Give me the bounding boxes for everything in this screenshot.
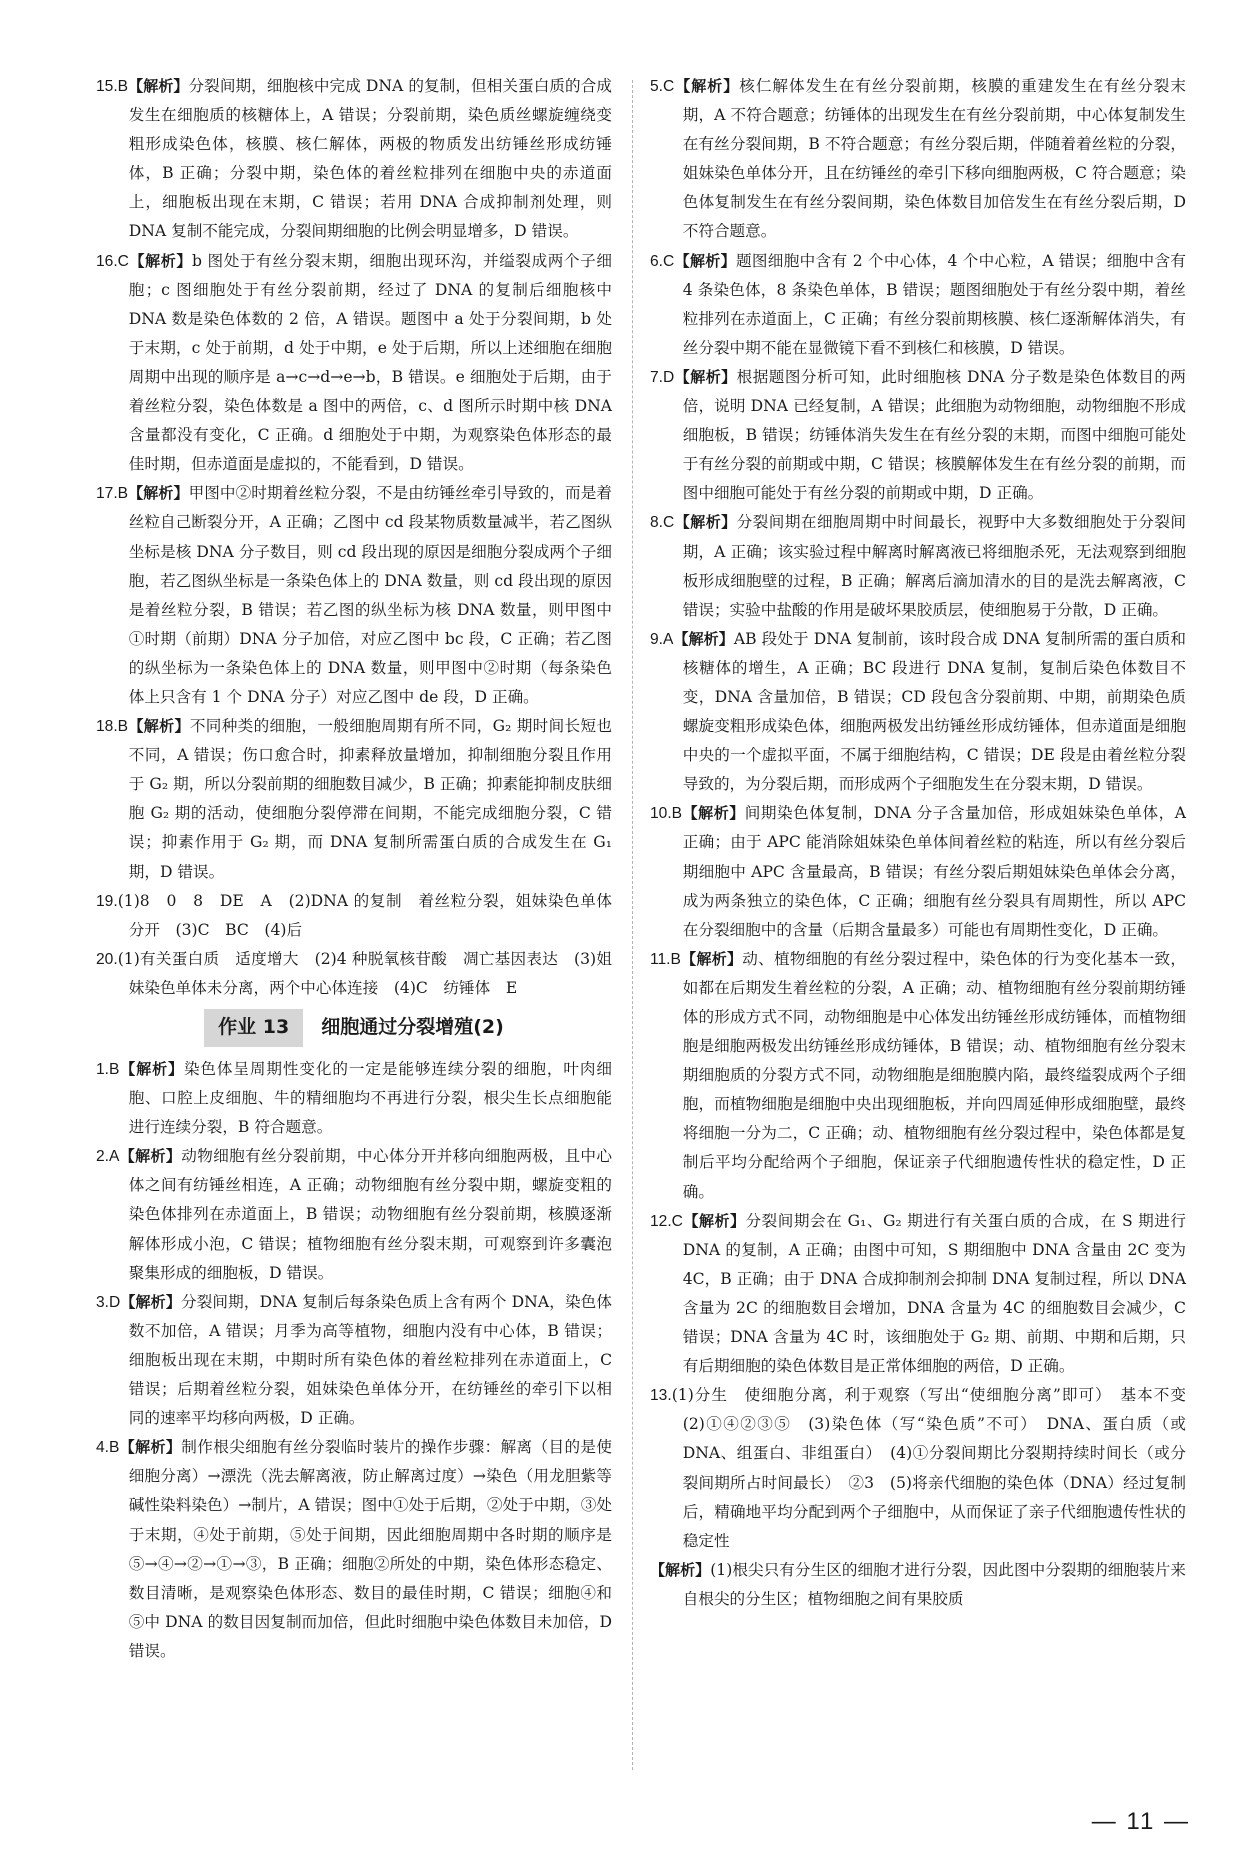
answer-list-right [650, 72, 1202, 1614]
analysis-tag: 【解析】 [119, 1060, 184, 1078]
analysis-tag: 【解析】 [674, 251, 736, 270]
answer-number: 10.B [650, 805, 683, 823]
answer-number: 15.B [96, 78, 129, 95]
analysis-tag: 【解析】 [119, 1438, 182, 1457]
analysis-tag: 【解析】 [674, 367, 737, 386]
answer-entry [650, 1381, 1202, 1556]
answer-text: 题图细胞中含有 2 个中心体，4 个中心粒，A 错误；细胞中含有 4 条染色体，8 条染色单体，B 错误；题图细胞处于有丝分裂中期，着丝粒排列在赤道面上，C 正确；有丝分裂前期核膜、核仁逐渐解体消失，有丝分裂中期不能在显微镜下看不到核仁和核膜，D 错误。 [682, 251, 1186, 357]
answer-text: 甲图中②时期着丝粒分裂，不是由纺锤丝牵引导致的，而是着丝粒自己断裂分开，A 正确；乙图中 cd 段某物质数量减半，若乙图纵坐标是核 DNA 分子数目，则 cd 段出现的原因是细胞分裂成两个子细胞，若乙图纵坐标是一条染色体上的 DNA 数量，则 cd 段出现的原因是着丝粒分裂，B 错误；若乙图的纵坐标为核 DNA 数量，则甲图中①时期（前期）DNA 分子加倍，对应乙图中 bc 段，C 正确；若乙图的纵坐标为一条染色体上的 DNA 数量，则甲图中②时期（每条染色体上只含有 1 个 DNA 分子）对应乙图中 de 段，D 正确。 [128, 484, 612, 706]
answer-number: 5.C [650, 78, 675, 95]
answer-text: 不同种类的细胞，一般细胞周期有所不同，G₂ 期时间长短也不同，A 错误；伤口愈合时，抑素释放量增加，抑制细胞分裂且作用于 G₂ 期，所以分裂前期的细胞数目减少，B 正确；抑素能抑制皮肤细胞 G₂ 期的活动，使细胞分裂停滞在间期，不能完成细胞分裂，C 错误；抑素作用于 G₂ 期，而 DNA 复制所需蛋白质的合成发生在 G₁ 期，D 错误。 [128, 717, 612, 881]
homework-title: 细胞通过分裂增殖(2) [321, 1016, 504, 1039]
answer-entry [96, 887, 612, 945]
answer-entry [650, 508, 1186, 624]
answer-number: 19. [96, 892, 118, 910]
homework-section-heading [96, 1005, 612, 1051]
left-column [96, 72, 612, 1666]
answer-number: 4.B [96, 1439, 120, 1457]
answer-entry [96, 945, 612, 1003]
answer-text: AB 段处于 DNA 复制前，该时段合成 DNA 复制所需的蛋白质和核糖体的增生，A 正确；BC 段进行 DNA 复制，复制后染色体数目不变，DNA 含量加倍，B 错误；CD 段包含分裂前期、中期，前期染色质螺旋变粗形成染色体，细胞两极发出纺锤丝形成纺锤体，但赤道面是细胞中央的一个虚拟平面，不属于细胞结构，C 错误；DE 段是由着丝粒分裂导致的，为分裂后期，而形成两个子细胞发生在分裂末期，D 错误。 [682, 629, 1186, 794]
answer-number: 20. [96, 950, 118, 968]
analysis-tag: 【解析】 [128, 77, 189, 95]
answer-number: 3.D [96, 1293, 121, 1311]
answer-list-bottom [96, 1055, 612, 1666]
answer-entry [650, 247, 1186, 363]
analysis-tag: 【解析】 [682, 1211, 746, 1230]
answer-text: (1)8 0 8 DE A (2)DNA 的复制 着丝粒分裂，姐妹染色单体分开 (3)C BC (4)后 [117, 891, 612, 939]
answer-entry [96, 1055, 612, 1142]
answer-entry [650, 799, 1186, 944]
answer-text: 动物细胞有丝分裂前期，中心体分开并移向细胞两极，且中心体之间有纺锤丝相连，A 正确；动物细胞有丝分裂中期，螺旋变粗的染色体排列在赤道面上，B 错误；动物细胞有丝分裂前期，核膜逐渐解体形成小泡，C 错误；植物细胞有丝分裂末期，可观察到许多囊泡聚集形成的细胞板，D 错误。 [128, 1147, 612, 1282]
answer-text: 间期染色体复制，DNA 分子含量加倍，形成姐妹染色单体，A 正确；由于 APC 能消除姐妹染色单体间着丝粒的粘连，所以有丝分裂后期细胞中 APC 含量最高，B 错误；有丝分裂后期姐妹染色单体会分离，成为两条独立的染色体，C 正确；细胞有丝分裂具有周期性，所以 APC 在分裂细胞中的含量（后期含量最多）可能也有周期性变化，D 正确。 [682, 804, 1186, 939]
answer-text: 分裂间期会在 G₁、G₂ 期进行有关蛋白质的合成，在 S 期进行 DNA 的复制，A 正确；由图中可知，S 期细胞中 DNA 含量由 2C 变为 4C，B 正确；由于 DNA 合成抑制剂会抑制 DNA 复制过程，所以 DNA 含量为 2C 的细胞数目会增加，DNA 含量为 4C 的细胞数目会减少，C 错误；DNA 含量为 4C 时，该细胞处于 G₂ 期、前期、中期和后期，只有后期细胞的染色体数目是正常体细胞的两倍，D 正确。 [682, 1211, 1186, 1376]
answer-number: 9.A [650, 630, 674, 648]
answer-entry [96, 479, 612, 712]
answer-number: 18.B [96, 718, 129, 736]
answer-text: b 图处于有丝分裂末期，细胞出现环沟，并缢裂成两个子细胞；c 图细胞处于有丝分裂前期，经过了 DNA 的复制后细胞核中 DNA 数是染色体数的 2 倍，A 错误。题图中 a 处于分裂间期，b 处于末期，c 处于前期，d 处于中期，e 处于后期，所以上述细胞在细胞周期中出现的顺序是 a→c→d→e→b，B 错误。e 细胞处于后期，由于着丝粒分裂，染色体数是 a 图中的两倍，c、d 图所示时期中核 DNA 含量都没有变化，C 正确。d 细胞处于中期，为观察染色体形态的最佳时期，但赤道面是虚拟的，不能看到，D 错误。 [128, 251, 612, 474]
analysis-tag: 【解析】 [682, 804, 745, 823]
answer-text: 制作根尖细胞有丝分裂临时装片的操作步骤：解离（目的是使细胞分离）→漂洗（洗去解离液，防止解离过度）→染色（用龙胆紫等碱性染料染色）→制片，A 错误；图中①处于后期，②处于中期，③处于末期，④处于前期，⑤处于间期，因此细胞周期中各时期的顺序是⑤→④→②→①→③，B 正确；细胞②所处的中期，染色体形态稳定、数目清晰，是观察染色体形态、数目的最佳时期，C 错误；细胞④和⑤中 DNA 的数目因复制而加倍，但此时细胞中染色体数目未加倍，D 错误。 [128, 1438, 612, 1660]
answer-number: 16.C [96, 252, 129, 270]
answer-text: 分裂间期，细胞核中完成 DNA 的复制，但相关蛋白质的合成发生在细胞质的核糖体上，A 错误；分裂前期，染色质丝螺旋缠绕变粗形成染色体，核膜、核仁解体，两极的物质发出纺锤丝形成纺锤体，B 正确；分裂中期，染色体的着丝粒排列在细胞中央的赤道面上，细胞板出现在末期，C 错误；若用 DNA 合成抑制剂处理，则 DNA 复制不能完成，分裂间期细胞的比例会明显增多，D 错误。 [128, 77, 612, 241]
answer-entry [650, 72, 1186, 247]
answer-number: 1.B [96, 1061, 120, 1078]
answer-number: 17.B [96, 485, 129, 503]
right-column [650, 72, 1202, 1614]
answer-entry [650, 363, 1186, 508]
answer-number: 6.C [650, 252, 675, 270]
analysis-tag: 【解析】 [128, 484, 189, 503]
answer-text: 动、植物细胞的有丝分裂过程中，染色体的行为变化基本一致，如都在后期发生着丝粒的分裂，A 正确；动、植物细胞有丝分裂前期纺锤体的形成方式不同，动物细胞是中心体发出纺锤丝形成纺锤体，而植物细胞是细胞两极发出纺锤丝形成纺锤体，B 错误；动、植物细胞有丝分裂末期细胞质的分裂方式不同，动物细胞是细胞膜内陷，最终缢裂成两个子细胞，而植物细胞是细胞中央出现细胞板，并向四周延伸形成细胞壁，最终将细胞一分为二，C 正确；动、植物细胞有丝分裂过程中，染色体都是复制后平均分配给两个子细胞，保证亲子代细胞遗传性状的稳定性，D 正确。 [682, 949, 1186, 1201]
analysis-tag: 【解析】 [119, 1147, 182, 1166]
analysis-tag: 【解析】 [680, 949, 743, 968]
page-number: — 11 — [1091, 1808, 1190, 1835]
answer-entry [650, 945, 1186, 1207]
analysis-tag: 【解析】 [128, 717, 190, 736]
answer-number: 12.C [650, 1212, 683, 1230]
analysis-tag: 【解析】 [674, 77, 740, 95]
homework-number-box: 作业 13 [204, 1009, 303, 1046]
analysis-tag: 【解析】 [673, 629, 734, 648]
answer-entry [96, 1142, 612, 1287]
answer-number: 7.D [650, 368, 675, 386]
answer-text: (1)根尖只有分生区的细胞才进行分裂，因此图中分裂期的细胞装片来自根尖的分生区；植物细胞之间有果胶质 [682, 1560, 1186, 1608]
answer-number: 2.A [96, 1148, 120, 1166]
answer-number: 8.C [650, 514, 675, 532]
answer-entry [650, 1556, 1186, 1614]
answer-text: 核仁解体发生在有丝分裂前期，核膜的重建发生在有丝分裂末期，A 不符合题意；纺锤体的出现发生在有丝分裂前期，中心体复制发生在有丝分裂间期，B 不符合题意；有丝分裂后期，伴随着着丝粒的分裂，姐妹染色单体分开，且在纺锤丝的牵引下移向细胞两极，C 符合题意；染色体复制发生在有丝分裂间期，染色体数目加倍发生在有丝分裂后期，D 不符合题意。 [682, 77, 1186, 241]
answer-entry [650, 1207, 1186, 1382]
column-divider [632, 80, 633, 1770]
answer-number: 13. [650, 1387, 672, 1405]
answer-entry [650, 625, 1186, 800]
answer-text: (1)分生 使细胞分离，利于观察（写出“使细胞分离”即可） 基本不变 (2)①④②③⑤ (3)染色体（写“染色质”不可） DNA、蛋白质（或 DNA、组蛋白、非组蛋白） (4)①分裂间期比分裂期持续时间长（或分裂间期所占时间最长） ②3 (5)将亲代细胞的染色体（DNA）经过复制后，精确地平均分配到两个子细胞中，从而保证了亲子代细胞遗传性状的稳定性 [671, 1386, 1202, 1550]
answer-text: 根据题图分析可知，此时细胞核 DNA 分子数是染色体数目的两倍，说明 DNA 已经复制，A 错误；此细胞为动物细胞，动物细胞不形成细胞板，B 错误；纺锤体消失发生在有丝分裂的末期，而图中细胞可能处于有丝分裂的前期或中期，C 错误；核膜解体发生在有丝分裂的前期，而图中细胞可能处于有丝分裂的前期或中期，D 正确。 [682, 367, 1186, 503]
analysis-tag: 【解析】 [120, 1292, 181, 1311]
answer-text: (1)有关蛋白质 适度增大 (2)4 种脱氧核苷酸 凋亡基因表达 (3)姐妹染色单体未分离，两个中心体连接 (4)C 纺锤体 E [117, 949, 612, 997]
answer-entry [96, 1433, 612, 1666]
answer-number: 11.B [650, 950, 681, 968]
answer-entry [96, 72, 612, 247]
analysis-tag: 【解析】 [128, 251, 192, 270]
answer-entry [96, 1288, 612, 1433]
answer-text: 染色体呈周期性变化的一定是能够连续分裂的细胞，叶肉细胞、口腔上皮细胞、牛的精细胞均不再进行分裂，根尖生长点细胞能进行连续分裂，B 符合题意。 [128, 1060, 612, 1137]
answer-text: 分裂间期，DNA 复制后每条染色质上含有两个 DNA，染色体数不加倍，A 错误；月季为高等植物，细胞内没有中心体，B 错误；细胞板出现在末期，中期时所有染色体的着丝粒排列在赤道面上，C 错误；后期着丝粒分裂，姐妹染色单体分开，在纺锤丝的牵引下以相同的速率平均移向两极，D 正确。 [128, 1292, 612, 1428]
answer-text: 分裂间期在细胞周期中时间最长，视野中大多数细胞处于分裂间期，A 正确；该实验过程中解离时解离液已将细胞杀死，无法观察到细胞板形成细胞壁的过程，B 正确；解离后滴加清水的目的是洗去解离液，C 错误；实验中盐酸的作用是破坏果胶质层，使细胞易于分散，D 正确。 [682, 513, 1186, 619]
answer-list-top [96, 72, 612, 1003]
answer-entry [96, 247, 612, 480]
analysis-tag: 【解析】 [650, 1560, 711, 1579]
analysis-tag: 【解析】 [674, 513, 737, 532]
answer-entry [96, 712, 612, 887]
